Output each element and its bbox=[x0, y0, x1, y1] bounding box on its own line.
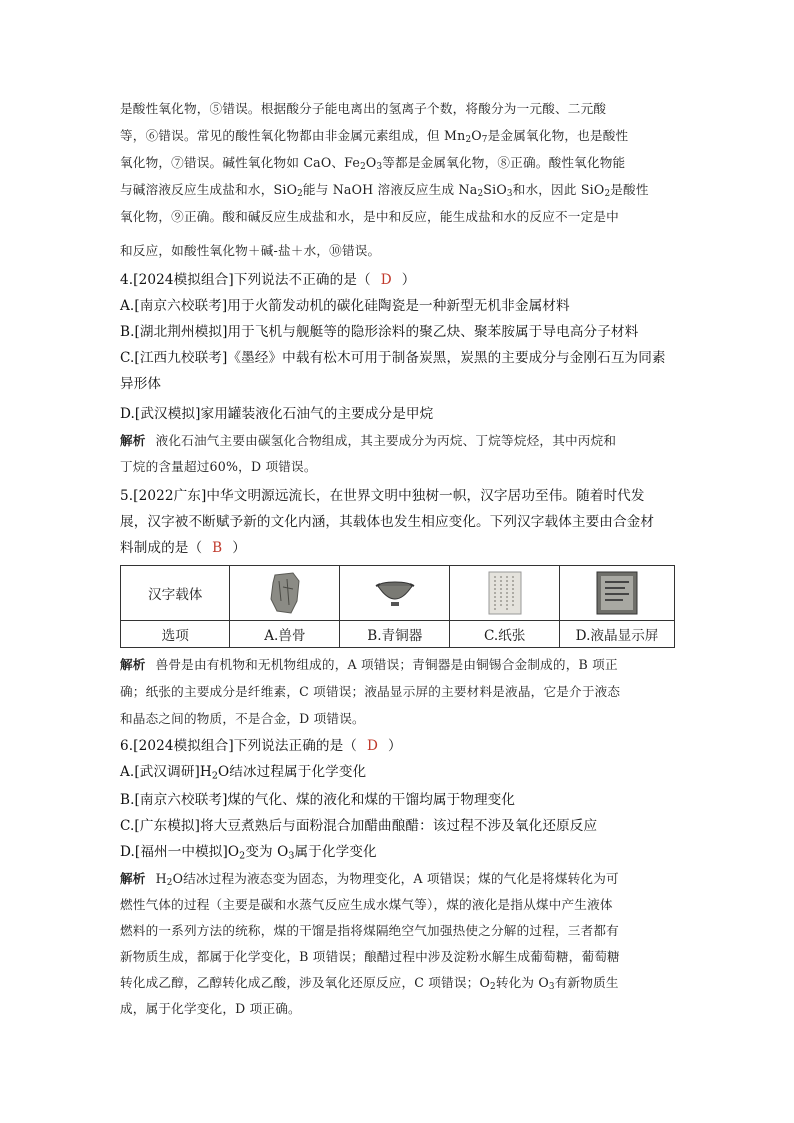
explanation-line: 等，⑥错误。常见的酸性氧化物都由非金属元素组成，但 $Mn_2O_7$是金属氧化物，也是酸性 bbox=[120, 128, 629, 146]
explanation-line: 燃料的一系列方法的统称，煤的干馏是指将煤隔绝空气加强热使之分解的过程，三者都有 bbox=[120, 923, 619, 938]
explanation-line: 与碱溶液反应生成盐和水，SiO$_2$能与 NaOH 溶液反应生成 $Na_2SiO_3$和水，因此 SiO$_2$是酸性 bbox=[120, 182, 649, 200]
option-b: B.[湖北荆州模拟]用于飞机与舰艇等的隐形涂料的聚乙炔、聚苯胺属于导电高分子材料 bbox=[120, 324, 639, 340]
explanation-line: 丁烷的含量超过60%，D 项错误。 bbox=[120, 459, 317, 474]
answer-mark: D bbox=[380, 272, 392, 288]
answer-mark: D bbox=[367, 738, 378, 754]
explanation-line: 氧化物，⑨正确。酸和碱反应生成盐和水，是中和反应，能生成盐和水的反应不一定是中 bbox=[120, 209, 619, 224]
explanation-line: 新物质生成，都属于化学变化，B 项错误；酿醋过程中涉及淀粉水解生成葡萄糖，葡萄糖 bbox=[120, 949, 620, 964]
explanation-line: 是酸性氧化物，⑤错误。根据酸分子能电离出的氢离子个数，将酸分为一元酸、二元酸 bbox=[120, 101, 607, 116]
option-d: D.[武汉模拟]家用罐装液化石油气的主要成分是甲烷 bbox=[120, 406, 434, 422]
option-b: B.[南京六校联考]煤的气化、煤的液化和煤的干馏均属于物理变化 bbox=[120, 792, 516, 808]
carrier-table bbox=[120, 565, 675, 648]
answer-mark: B bbox=[212, 540, 223, 556]
explanation-line: 解析 兽骨是由有机物和无机物组成的，A 项错误；青铜器是由铜锡合金制成的，B 项正 bbox=[120, 657, 618, 672]
option-c: C.[广东模拟]将大豆煮熟后与面粉混合加醋曲酿醋：该过程不涉及氧化还原反应 bbox=[120, 818, 598, 834]
question-4-stem: 4.[2024模拟组合]下列说法不正确的是（ D ） bbox=[120, 272, 416, 288]
option-d: D.[福州一中模拟]$O_2$变为 $O_3$属于化学变化 bbox=[120, 844, 377, 862]
option-a: A.[南京六校联考]用于火箭发动机的碳化硅陶瓷是一种新型无机非金属材料 bbox=[120, 298, 570, 314]
table-header-cell: 选项 bbox=[121, 621, 230, 648]
explanation-line: 燃性气体的过程（主要是碳和水蒸气反应生成水煤气等），煤的液化是指从煤中产生液体 bbox=[120, 897, 613, 912]
question-6-stem: 6.[2024模拟组合]下列说法正确的是（ D ） bbox=[120, 738, 402, 754]
table-cell: C.纸张 bbox=[450, 621, 560, 648]
explanation-line: 和反应，如酸性氧化物＋碱-盐＋水，⑩错误。 bbox=[120, 243, 381, 258]
explanation-line: 确；纸张的主要成分是纤维素，C 项错误；液晶显示屏的主要材料是液晶，它是介于液态 bbox=[120, 684, 621, 699]
question-5-stem: 展，汉字被不断赋予新的文化内涵，其载体也发生相应变化。下列汉字载体主要由合金材 bbox=[120, 514, 655, 530]
option-c-cont: 异形体 bbox=[120, 376, 162, 392]
table-header-cell: 汉字载体 bbox=[121, 566, 230, 621]
explanation-line: 解析 $H_2O$结冰过程为液态变为固态，为物理变化，A 项错误；煤的气化是将煤转化为可 bbox=[120, 871, 619, 889]
question-5-stem: 料制成的是（ B ） bbox=[120, 540, 246, 556]
option-a: A.[武汉调研]$H_2O$结冰过程属于化学变化 bbox=[120, 764, 367, 782]
question-5-stem: 5.[2022广东]中华文明源远流长，在世界文明中独树一帜，汉字居功至伟。随着时代发 bbox=[120, 488, 645, 504]
explanation-line: 氧化物，⑦错误。碱性氧化物如 CaO、$Fe_2O_3$等都是金属氧化物，⑧正确。酸性氧化物能 bbox=[120, 155, 626, 173]
bronze-vessel-icon bbox=[340, 566, 450, 621]
explanation-line: 解析 液化石油气主要由碳氢化合物组成，其主要成分为丙烷、丁烷等烷烃，其中丙烷和 bbox=[120, 433, 617, 448]
explanation-line: 和晶态之间的物质，不是合金，D 项错误。 bbox=[120, 711, 365, 726]
table-cell: B.青铜器 bbox=[340, 621, 450, 648]
explanation-line: 成，属于化学变化，D 项正确。 bbox=[120, 1001, 301, 1016]
oracle-bone-icon bbox=[230, 566, 340, 621]
paper-scroll-icon bbox=[450, 566, 560, 621]
option-c: C.[江西九校联考]《墨经》中载有松木可用于制备炭黑，炭黑的主要成分与金刚石互为同素 bbox=[120, 350, 666, 366]
table-cell: D.液晶显示屏 bbox=[560, 621, 675, 648]
lcd-screen-icon bbox=[560, 566, 675, 621]
table-cell: A.兽骨 bbox=[230, 621, 340, 648]
explanation-line: 转化成乙醇，乙醇转化成乙酸，涉及氧化还原反应，C 项错误；$O_2$转化为 $O_3$有新物质生 bbox=[120, 975, 619, 993]
